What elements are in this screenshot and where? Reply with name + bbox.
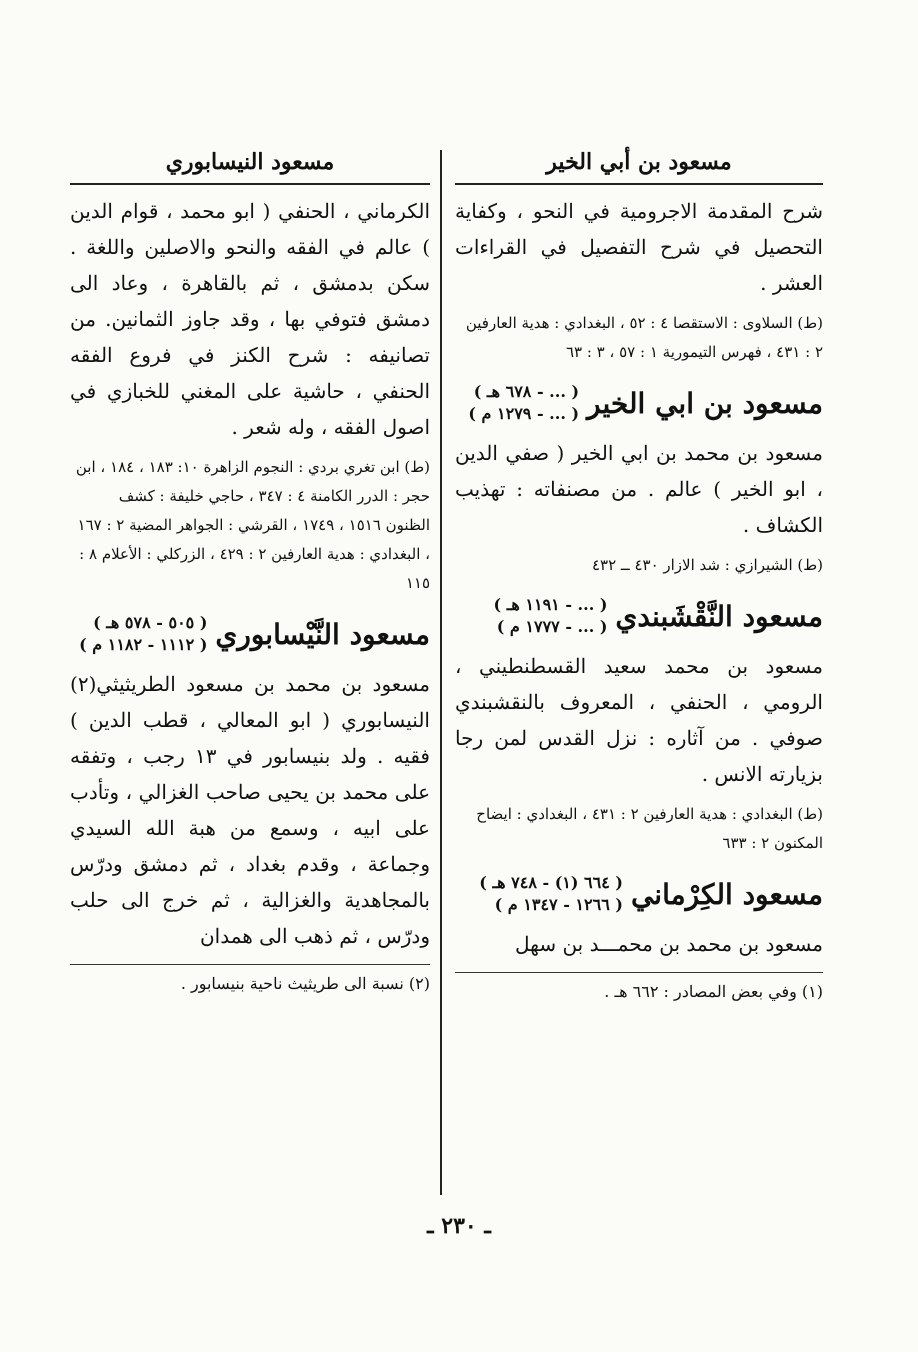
page-number: ـ ٢٣٠ ـ	[427, 1213, 491, 1239]
footnote-rule	[455, 972, 823, 973]
entry-references: (ط) البغدادي : هدية العارفين ٢ : ٤٣١ ، البغدادي : ايضاح المكنون ٢ : ٦٣٣	[476, 805, 823, 852]
header-rule	[70, 183, 430, 185]
entry-dates	[468, 381, 579, 425]
footnote: (٢) نسبة الى طريثيث ناحية بنيسابور .	[180, 974, 430, 993]
gregorian-dates: ( ١٢٦٦ - ١٣٤٧ م )	[494, 895, 623, 914]
gregorian-dates: ( ١١١٢ - ١١٨٢ م )	[79, 635, 208, 654]
left-column	[70, 145, 430, 997]
continued-entry-references: (ط) السلاوى : الاستقصا ٤ : ٥٢ ، البغدادي : هدية العارفين ٢ : ٤٣١ ، فهرس التيمورية ١ : ٥٧ ، ٣ : ٦٣	[465, 314, 823, 361]
entry-text: مسعود بن محمد بن مسعود الطريثيثي(٢) النيسابوري ( ابو المعالي ، قطب الدين ) فقيه . ولد بنيسابور في ١٣ رجب ، وتفقه على محمد بن يحيى صاحب الغزالي ، وتأدب على ابيه ، وسمع من هبة الله السيدي وجماعة ، وقدم بغداد ، ثم دمشق ودرّس بالمجاهدية والغزالية ، ثم خرج الى حلب ودرّس ، ثم ذهب الى همدان	[70, 672, 430, 948]
hijri-dates: ( ... - ١١٩١ هـ )	[493, 595, 608, 614]
gregorian-dates: ( ... - ١٢٧٩ م )	[468, 404, 580, 423]
hijri-dates: ( ... - ٦٧٨ هـ )	[473, 382, 580, 401]
entry-heading	[455, 872, 823, 916]
right-column	[455, 145, 823, 1005]
header-rule	[455, 183, 823, 185]
entry-dates	[494, 594, 608, 638]
footnote-rule	[70, 964, 430, 965]
entry-text: مسعود بن محمد بن محمـــد بن سهل	[514, 932, 823, 956]
right-running-header: مسعود بن أبي الخير	[546, 149, 732, 175]
hijri-dates: ( ٦٦٤ (١) - ٧٤٨ هـ )	[479, 873, 623, 892]
entry-heading	[70, 612, 430, 656]
footnote: (١) وفي بعض المصادر : ٦٦٢ هـ .	[604, 982, 823, 1001]
continued-entry-text: شرح المقدمة الاجرومية في النحو ، وكفاية التحصيل في شرح التفصيل في القراءات العشر .	[455, 199, 823, 295]
entry-name: مسعود الكِرْماني	[630, 877, 823, 911]
gregorian-dates: ( ... - ١٧٧٧ م )	[496, 617, 608, 636]
column-divider	[440, 150, 442, 1195]
entry-name: مسعود النَّقْشَبندي	[615, 599, 823, 633]
continued-entry-references: (ط) ابن تغري بردي : النجوم الزاهرة ١٠: ١٨٣ ، ١٨٤ ، ابن حجر : الدرر الكامنة ٤ : ٣٤٧ ، حاجي خليفة : كشف الظنون ١٥١٦ ، ١٧٤٩ ، القرشي : الجواهر المضية ٢ : ١٦٧ ، البغدادي : هدية العارفين ٢ : ٤٢٩ ، الزركلي : الأعلام ٨ : ١١٥	[75, 458, 430, 592]
left-running-header: مسعود النيسابوري	[165, 149, 335, 175]
entry-heading	[455, 594, 823, 638]
entry-dates	[479, 872, 623, 916]
entry-text: مسعود بن محمد سعيد القسطنطيني ، الرومي ، الحنفي ، المعروف بالنقشبندي صوفي . من آثاره : نزل القدس لمن رجا بزيارته الانس .	[455, 654, 823, 786]
entry-dates	[79, 612, 207, 656]
entry-text: مسعود بن محمد بن ابي الخير ( صفي الدين ، ابو الخير ) عالم . من مصنفاته : تهذيب الكشاف .	[455, 441, 823, 537]
entry-references: (ط) الشيرازي : شد الازار ٤٣٠ ــ ٤٣٢	[591, 556, 823, 574]
continued-entry-text: الكرماني ، الحنفي ( ابو محمد ، قوام الدين ) عالم في الفقه والنحو والاصلين واللغة . سكن بدمشق ، ثم بالقاهرة ، وعاد الى دمشق فتوفي بها ، وقد جاوز الثمانين. من تصانيفه : شرح الكنز في فروع الفقه الحنفي ، حاشية على المغني للخبازي في اصول الفقه ، وله شعر .	[70, 199, 430, 439]
entry-heading	[455, 381, 823, 425]
entry-name: مسعود النَّيْسابوري	[215, 617, 430, 651]
hijri-dates: ( ٥٠٥ - ٥٧٨ هـ )	[93, 613, 208, 632]
entry-name: مسعود بن ابي الخير	[587, 386, 823, 420]
